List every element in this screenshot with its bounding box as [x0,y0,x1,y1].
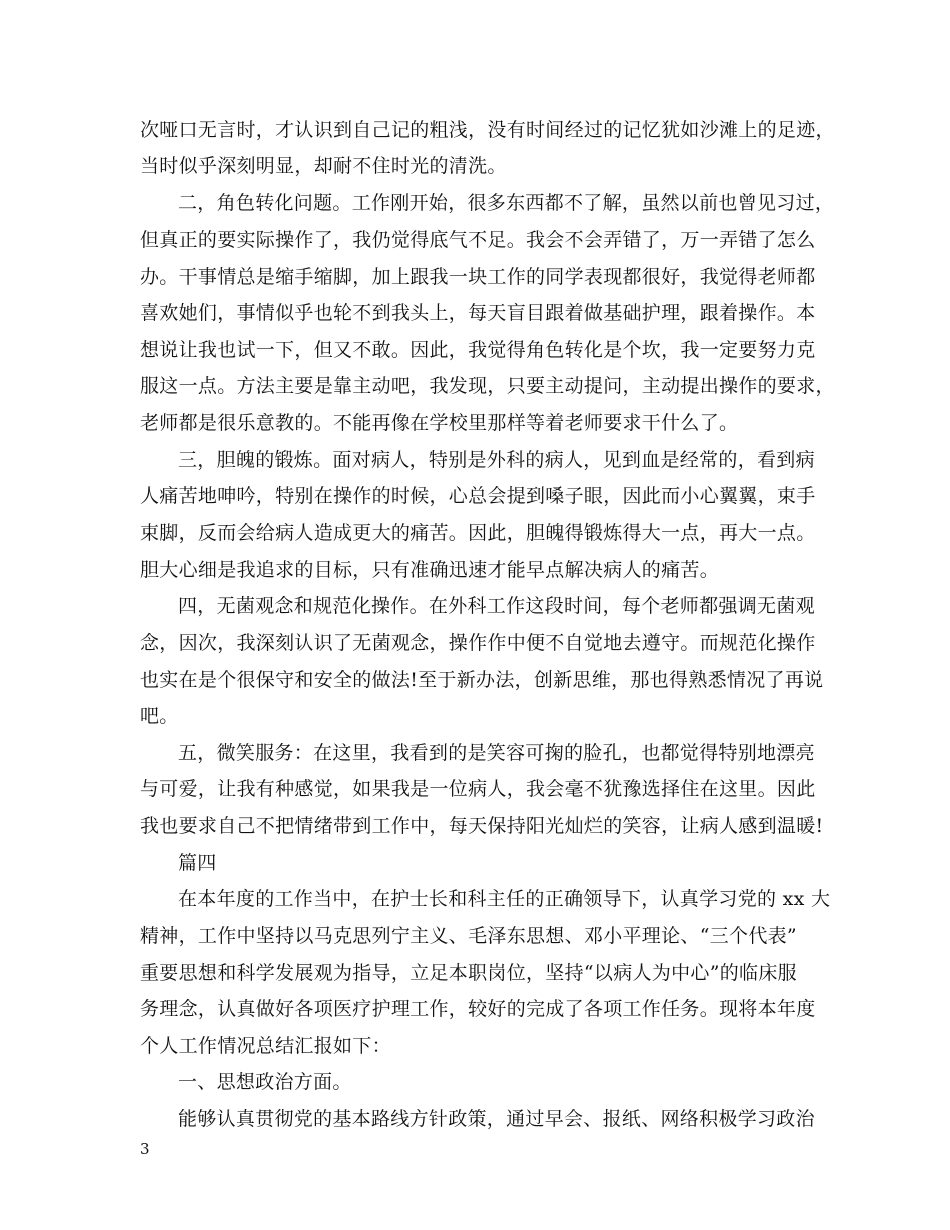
text-line: 念，因次，我深刻认识了无菌观念，操作作中便不自觉地去遵守。而规范化操作 [140,632,816,654]
text-line: 想说让我也试一下，但又不敢。因此，我觉得角色转化是个坎，我一定要努力克 [140,339,816,361]
text-line: 与可爱，让我有种感觉，如果我是一位病人，我会毫不犹豫选择住在这里。因此 [140,778,816,800]
text-line: 精神，工作中坚持以马克思列宁主义、毛泽东思想、邓小平理论、“三个代表” [140,925,797,947]
text-line: 四，无菌观念和规范化操作。在外科工作这段时间，每个老师都强调无菌观 [178,595,815,617]
text-line: 我也要求自己不把情绪带到工作中，每天保持阳光灿烂的笑容，让病人感到温暖! [140,815,824,837]
text-line: 老师都是很乐意教的。不能再像在学校里那样等着老师要求干什么了。 [140,412,739,434]
text-line: 束脚，反而会给病人造成更大的痛苦。因此，胆魄得锻炼得大一点，再大一点。 [140,522,816,544]
text-line: 服这一点。方法主要是靠主动吧，我发现，只要主动提问，主动提出操作的要求， [140,375,835,397]
text-line: 务理念，认真做好各项医疗护理工作，较好的完成了各项工作任务。现将本年度 [140,998,816,1020]
text-line: 当时似乎深刻明显，却耐不住时光的清洗。 [140,155,507,177]
text-line: 但真正的要实际操作了，我仍觉得底气不足。我会不会弄错了，万一弄错了怎么 [140,229,816,251]
text-line: 人痛苦地呻吟，特别在操作的时候，心总会提到嗓子眼，因此而小心翼翼，束手 [140,485,816,507]
text-line: 办。干事情总是缩手缩脚，加上跟我一块工作的同学表现都很好，我觉得老师都 [140,266,816,288]
text-line: 二，角色转化问题。工作刚开始，很多东西都不了解，虽然以前也曾见习过， [178,192,835,214]
subsection-heading: 一、思想政治方面。 [178,1071,352,1093]
text-line: 在本年度的工作当中，在护士长和科主任的正确领导下，认真学习党的 xx 大 [178,888,831,910]
text-line: 胆大心细是我追求的目标，只有准确迅速才能早点解决病人的痛苦。 [140,559,720,581]
text-line: 能够认真贯彻党的基本路线方针政策，通过早会、报纸、网络积极学习政治 [178,1108,815,1130]
text-line: 重要思想和科学发展观为指导，立足本职岗位，坚持“以病人为中心”的临床服 [140,962,797,984]
text-line: 喜欢她们，事情似乎也轮不到我头上，每天盲目跟着做基础护理，跟着操作。本 [140,302,816,324]
text-line: 也实在是个很保守和安全的做法!至于新办法，创新思维，那也得熟悉情况了再说 [140,669,824,691]
text-line: 三，胆魄的锻炼。面对病人，特别是外科的病人，见到血是经常的，看到病 [178,449,815,471]
page-number: 3 [140,1140,150,1158]
text-line: 五，微笑服务：在这里，我看到的是笑容可掬的脸孔，也都觉得特别地漂亮 [178,742,815,764]
section-heading: 篇四 [178,852,217,874]
text-line: 吧。 [140,705,179,727]
text-line: 个人工作情况总结汇报如下： [140,1035,391,1057]
text-line: 次哑口无言时，才认识到自己记的粗浅，没有时间经过的记忆犹如沙滩上的足迹， [140,119,835,141]
